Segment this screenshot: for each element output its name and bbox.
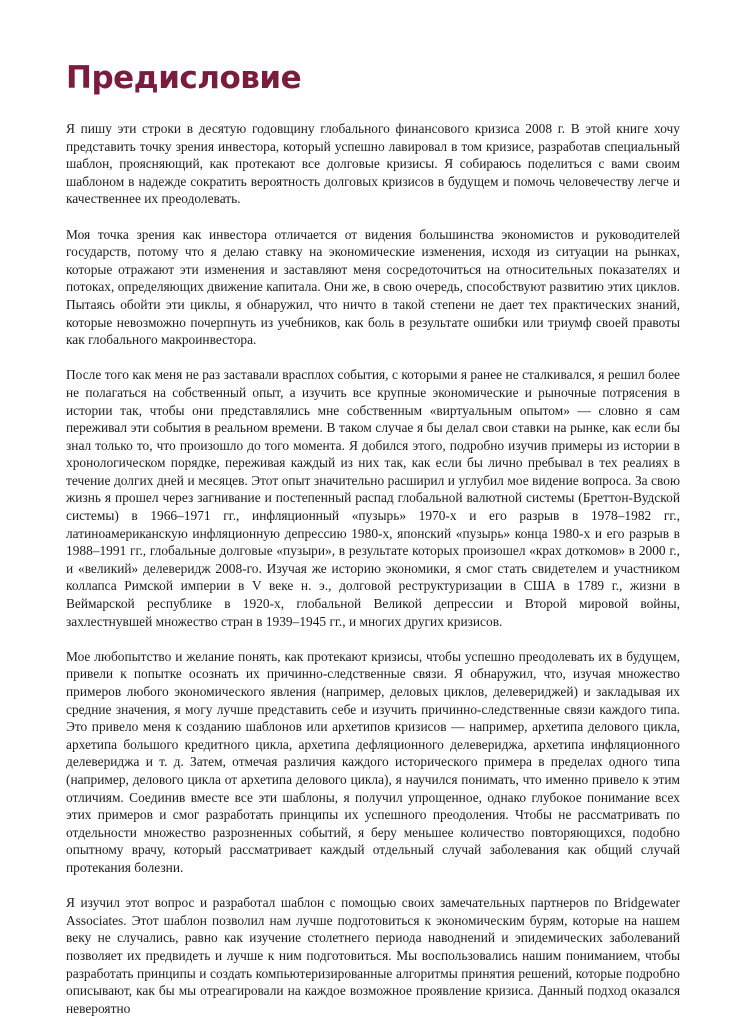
page-title: Предисловие: [66, 60, 302, 96]
paragraph-5: Я изучил этот вопрос и разработал шаблон с помощью своих замечательных партнеров по Bridgewater Associates. Этот шаблон позволил нам лучше подготовиться к экономическим бурям, которые на нашем веку не случались, равно как изучение столетнего периода наводнений и эпидемических заболеваний позволяет их предвидеть и лучше к ним подготовиться. Мы воспользовались нашим пониманием, чтобы разработать принципы и создать компьютеризированные алгоритмы принятия решений, которые подробно описывают, как бы мы отреагировали на каждое возможное проявление кризиса. Данный подход оказался невероятно: [66, 895, 680, 1016]
body-text: [66, 120, 680, 1017]
paragraph-2: Моя точка зрения как инвестора отличается от видения большинства экономистов и руководителей государств, потому что я делаю ставку на экономические изменения, исходя из ситуации на рынках, которые отражают эти изменения и заставляют меня сосредоточиться на относительных показателях и потоках, определяющих движение капитала. Они же, в свою очередь, способствуют развитию этих циклов. Пытаясь обойти эти циклы, я обнаружил, что ничто в такой степени не дает тех практических знаний, которые невозможно почерпнуть из учебников, как боль в результате ошибки или триумф своей правоты как глобального макроинвестора.: [66, 226, 680, 348]
paragraph-4: Мое любопытство и желание понять, как протекают кризисы, чтобы успешно преодолевать их в будущем, привели к попытке осознать их причинно-следственные связи. Я обнаружил, что, изучая множество примеров любого экономического явления (например, деловых циклов, делевериджей) и закладывая их средние значения, я могу лучше представить себе и изучить причинно-следственные связи каждого типа. Это привело меня к созданию шаблонов или архетипов кризисов — например, архетипа делового цикла, архетипа большого кредитного цикла, архетипа дефляционного делевериджа, архетипа инфляционного делевериджа и т. д. Затем, отмечая различия каждого исторического примера в пределах одного типа (например, делового цикла от архетипа делового цикла), я научился понимать, что именно привело к этим отличиям. Соединив вместе все эти шаблоны, я получил упрощенное, однако глубокое понимание всех этих примеров и смог разработать принципы их успешного преодоления. Чтобы не рассматривать по отдельности множество разрозненных событий, я беру меньшее количество повторяющихся, подобно опытному врачу, который рассматривает каждый отдельный случай заболевания как общий случай протекания болезни.: [66, 648, 680, 875]
paragraph-1: Я пишу эти строки в десятую годовщину глобального финансового кризиса 2008 г. В этой книге хочу представить точку зрения инвестора, который успешно лавировал в том кризисе, разработав специальный шаблон, проясняющий, как протекают все долговые кризисы. Я собираюсь поделиться с вами своим шаблоном в надежде сократить вероятность долговых кризисов в будущем и помочь человечеству легче и качественнее их преодолевать.: [66, 121, 680, 207]
paragraph-3: После того как меня не раз заставали врасплох события, с которыми я ранее не сталкивался, я решил более не полагаться на собственный опыт, а изучить все крупные экономические и рыночные потрясения в истории так, чтобы они представлялись мне собственным «виртуальным опытом» — словно я сам переживал эти события в реальном времени. В таком случае я бы делал свои ставки на рынке, как если бы знал только то, что произошло до того момента. Я добился этого, подробно изучив примеры из истории в хронологическом порядке, переживая каждый из них так, как если бы лично пребывал в тех реалиях в течение долгих дней и месяцев. Этот опыт значительно расширил и углубил мое видение вопроса. За свою жизнь я прошел через загнивание и постепенный распад глобальной валютной системы (Бреттон-Вудской системы) в 1966–1971 гг., инфляционный «пузырь» 1970-х и его разрыв в 1978–1982 гг., латиноамериканскую инфляционную депрессию 1980-х, японский «пузырь» конца 1980-х и его разрыв в 1988–1991 гг., глобальные долговые «пузыри», в результате которых произошел «крах доткомов» в 2000 г., и «великий» делеверидж 2008-го. Изучая же историю экономики, я смог стать свидетелем и участником коллапса Римской империи в V веке н. э., долговой реструктуризации в США в 1789 г., жизни в Веймарской республике в 1920-х, глобальной Великой депрессии и Второй мировой войны, захлестнувшей множество стран в 1939–1945 гг., и многих других кризисов.: [66, 367, 680, 629]
